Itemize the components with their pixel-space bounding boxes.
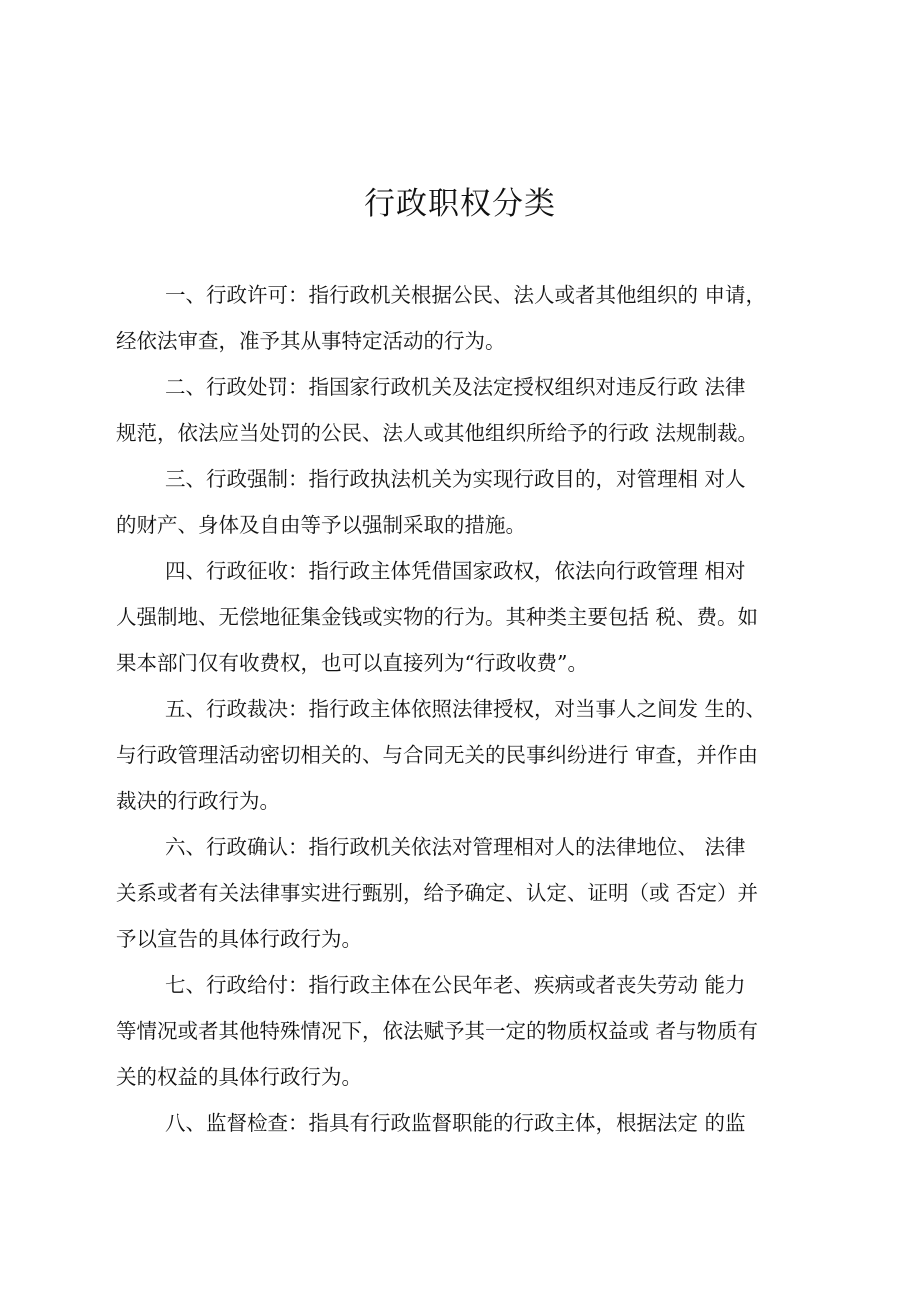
paragraph-1 [116, 272, 810, 364]
paragraph-line: 规范，依法应当处罚的公民、法人或其他组织所给予的行政 法规制裁。 [116, 421, 759, 445]
paragraph-line: 予以宣告的具体行政行为。 [116, 927, 362, 951]
paragraph-line: 与行政管理活动密切相关的、与合同无关的民事纠纷进行 审查，并作由 [116, 743, 759, 767]
paragraph-line: 六、行政确认：指行政机关依法对管理相对人的法律地位、 法律 [165, 835, 746, 859]
paragraph-2 [116, 364, 810, 456]
paragraph-line: 二、行政处罚：指国家行政机关及法定授权组织对违反行政 法律 [165, 375, 746, 399]
paragraph-line: 四、行政征收：指行政主体凭借国家政权，依法向行政管理 相对 [165, 559, 746, 583]
paragraph-3 [116, 456, 810, 548]
paragraph-line: 人强制地、无偿地征集金钱或实物的行为。其种类主要包括 税、费。如 [116, 605, 759, 629]
document-body [116, 272, 810, 1146]
paragraph-8 [116, 1100, 810, 1146]
paragraph-line: 关的权益的具体行政行为。 [116, 1065, 362, 1089]
paragraph-6 [116, 824, 810, 962]
paragraph-line: 五、行政裁决：指行政主体依照法律授权，对当事人之间发 生的、 [165, 697, 767, 721]
paragraph-7 [116, 962, 810, 1100]
paragraph-5 [116, 686, 810, 824]
paragraph-line: 等情况或者其他特殊情况下，依法赋予其一定的物质权益或 者与物质有 [116, 1019, 759, 1043]
paragraph-line: 一、行政许可：指行政机关根据公民、法人或者其他组织的 申请， [165, 283, 767, 307]
paragraph-line: 果本部门仅有收费权，也可以直接列为“行政收费”。 [116, 651, 588, 675]
paragraph-line: 的财产、身体及自由等予以强制采取的措施。 [116, 513, 526, 537]
paragraph-line: 经依法审查，准予其从事特定活动的行为。 [116, 329, 506, 353]
paragraph-line: 七、行政给付：指行政主体在公民年老、疾病或者丧失劳动 能力 [165, 973, 746, 997]
page-title: 行政职权分类 [364, 186, 556, 222]
paragraph-line: 八、监督检查：指具有行政监督职能的行政主体，根据法定 的监 [165, 1111, 746, 1135]
paragraph-line: 关系或者有关法律事实进行甄别，给予确定、认定、证明（或 否定）并 [116, 881, 759, 905]
paragraph-line: 三、行政强制：指行政执法机关为实现行政目的，对管理相 对人 [165, 467, 746, 491]
paragraph-line: 裁决的行政行为。 [116, 789, 280, 813]
paragraph-4 [116, 548, 810, 686]
